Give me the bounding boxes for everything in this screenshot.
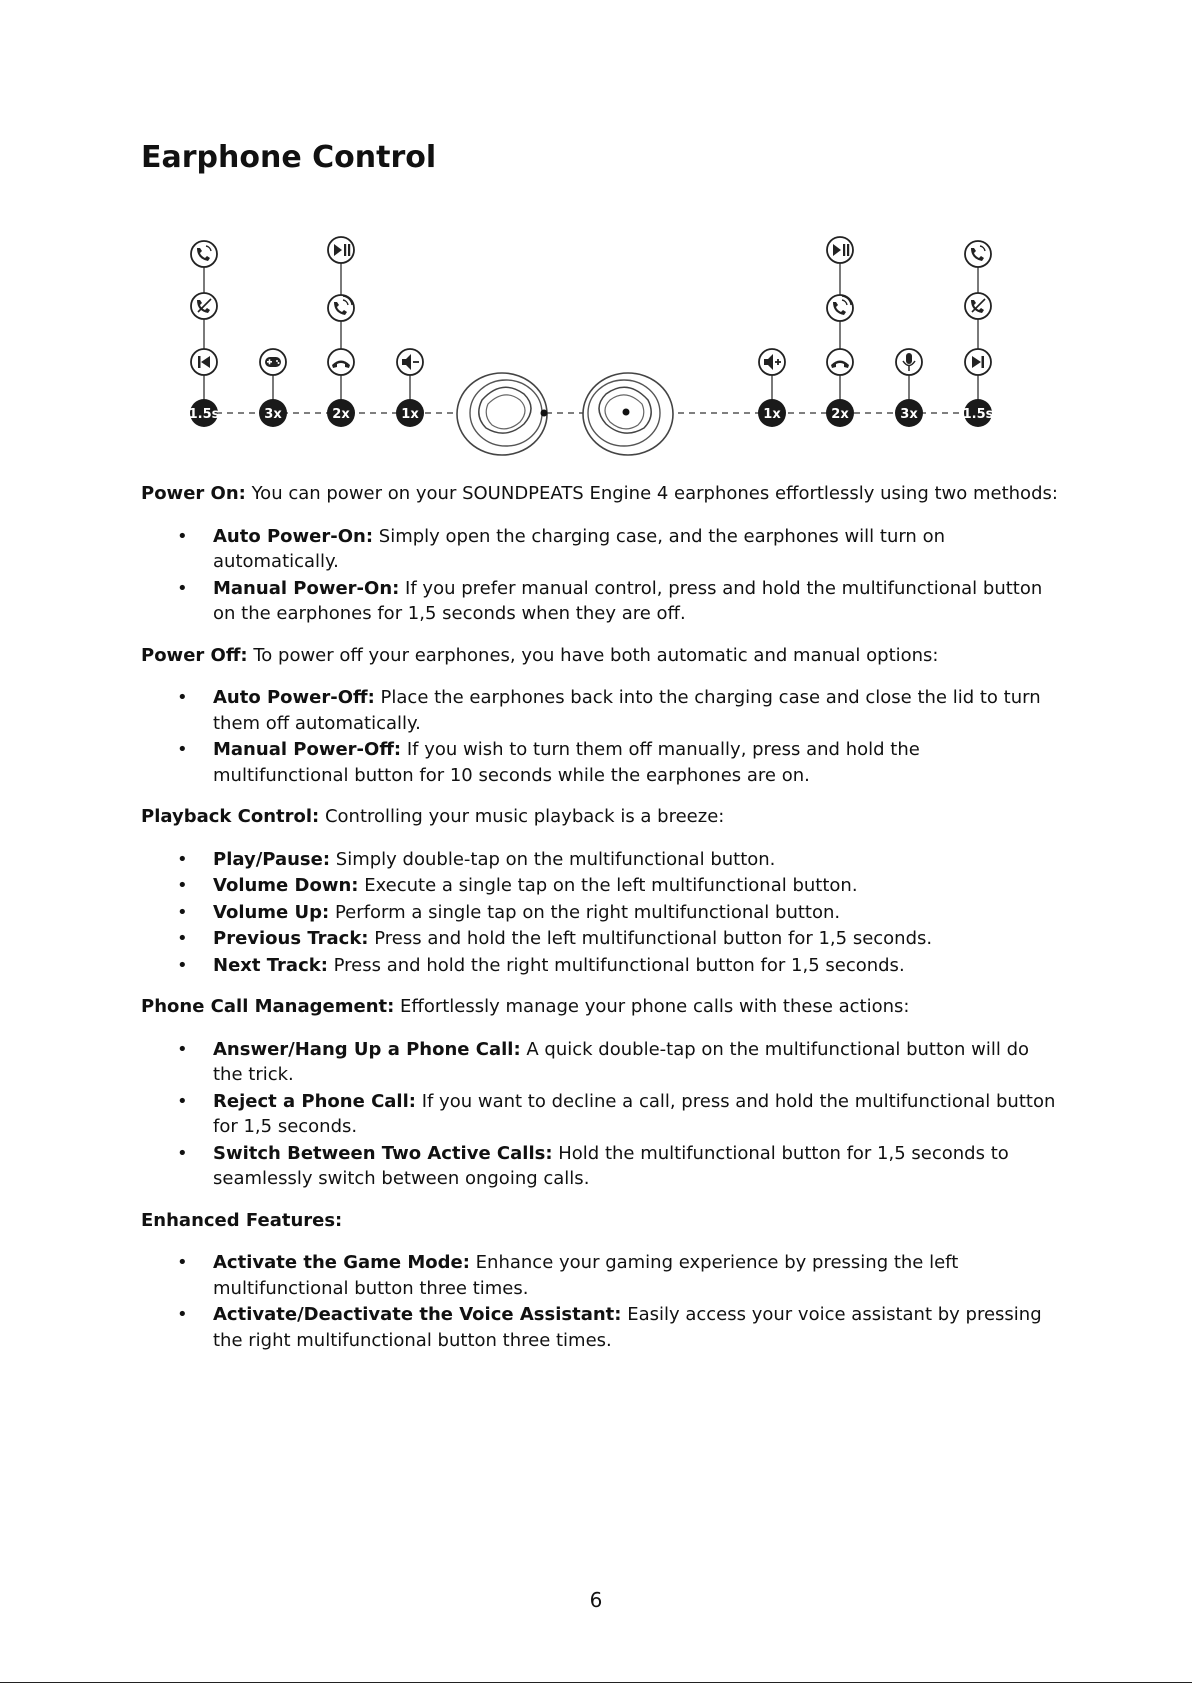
hang-up-icon: [827, 349, 853, 375]
playback-paragraph: Playback Control: Controlling your music playback is a breeze:: [141, 806, 725, 827]
left-label-2: [259, 399, 287, 427]
phone-reject-icon: [191, 293, 217, 319]
list-item: • Next Track: Press and hold the right multifunctional button for 1,5 seconds.: [213, 953, 1061, 979]
list-item: • Answer/Hang Up a Phone Call: A quick double-tap on the multifunctional button will do the trick.: [213, 1037, 1061, 1088]
right-label-4: [963, 399, 994, 427]
playback-list: [141, 847, 1061, 979]
list-item: • Previous Track: Press and hold the left multifunctional button for 1,5 seconds.: [213, 926, 1061, 952]
list-item: • Reject a Phone Call: If you want to decline a call, press and hold the multifunctional button for 1,5 seconds.: [213, 1089, 1061, 1140]
page-number: 6: [589, 1588, 603, 1612]
svg-text:3x: 3x: [264, 407, 282, 422]
svg-text:1.5s: 1.5s: [962, 407, 994, 422]
list-item: • Volume Down: Execute a single tap on the left multifunctional button.: [213, 873, 1061, 899]
game-mode-icon: [260, 349, 286, 375]
list-item: • Play/Pause: Simply double-tap on the multifunctional button.: [213, 847, 1061, 873]
list-item: • Manual Power-Off: If you wish to turn them off manually, press and hold the multifunctional button for 10 seconds while the earphones are on.: [213, 737, 1061, 788]
earphone-control-diagram: [170, 222, 1030, 482]
svg-text:3x: 3x: [900, 407, 918, 422]
phone-answer-icon: [827, 295, 853, 321]
svg-text:1x: 1x: [401, 407, 419, 422]
volume-up-icon: [759, 349, 785, 375]
left-label-3: [327, 399, 355, 427]
previous-track-icon: [191, 349, 217, 375]
right-label-1: [758, 399, 786, 427]
play-pause-icon: [328, 237, 354, 263]
svg-text:1x: 1x: [763, 407, 781, 422]
microphone-icon: [896, 349, 922, 375]
svg-text:2x: 2x: [831, 407, 849, 422]
enhanced-list: [141, 1250, 1061, 1353]
phone-reject-icon: [965, 293, 991, 319]
power-on-list: [141, 524, 1061, 627]
instructions-content: [141, 481, 1061, 1369]
list-item: • Auto Power-On: Simply open the charging case, and the earphones will turn on automatically.: [213, 524, 1061, 575]
svg-text:1.5s: 1.5s: [188, 407, 220, 422]
calls-list: [141, 1037, 1061, 1192]
right-label-3: [895, 399, 923, 427]
calls-paragraph: Phone Call Management: Effortlessly manage your phone calls with these actions:: [141, 996, 910, 1017]
volume-down-icon: [397, 349, 423, 375]
right-earbud-illustration: [583, 373, 673, 455]
list-item: • Volume Up: Perform a single tap on the right multifunctional button.: [213, 900, 1061, 926]
list-item: • Activate/Deactivate the Voice Assistant: Easily access your voice assistant by pressing the right multifunctional button three times.: [213, 1302, 1061, 1353]
power-off-paragraph: Power Off: To power off your earphones, you have both automatic and manual options:: [141, 644, 939, 666]
next-track-icon: [965, 349, 991, 375]
hang-up-icon: [328, 349, 354, 375]
phone-switch-icon: [965, 241, 991, 267]
list-item: • Auto Power-Off: Place the earphones back into the charging case and close the lid to turn them off automatically.: [213, 685, 1061, 736]
page-title: Earphone Control: [141, 140, 437, 175]
list-item: • Manual Power-On: If you prefer manual control, press and hold the multifunctional button on the earphones for 1,5 seconds when they are off.: [213, 576, 1061, 627]
power-on-paragraph: Power On: You can power on your SOUNDPEATS Engine 4 earphones effortlessly using two methods:: [141, 483, 1058, 504]
left-label-1: [189, 399, 220, 427]
power-off-list: [141, 685, 1061, 788]
enhanced-paragraph: Enhanced Features:: [141, 1209, 343, 1231]
phone-answer-icon: [328, 295, 354, 321]
left-earbud-illustration: [457, 373, 548, 455]
left-label-4: [396, 399, 424, 427]
right-label-2: [826, 399, 854, 427]
list-item: • Switch Between Two Active Calls: Hold the multifunctional button for 1,5 seconds to seamlessly switch between ongoing calls.: [213, 1141, 1061, 1192]
play-pause-icon: [827, 237, 853, 263]
list-item: • Activate the Game Mode: Enhance your gaming experience by pressing the left multifunctional button three times.: [213, 1250, 1061, 1301]
bottom-rule: [0, 1682, 1192, 1683]
phone-switch-icon: [191, 241, 217, 267]
svg-text:2x: 2x: [332, 407, 350, 422]
